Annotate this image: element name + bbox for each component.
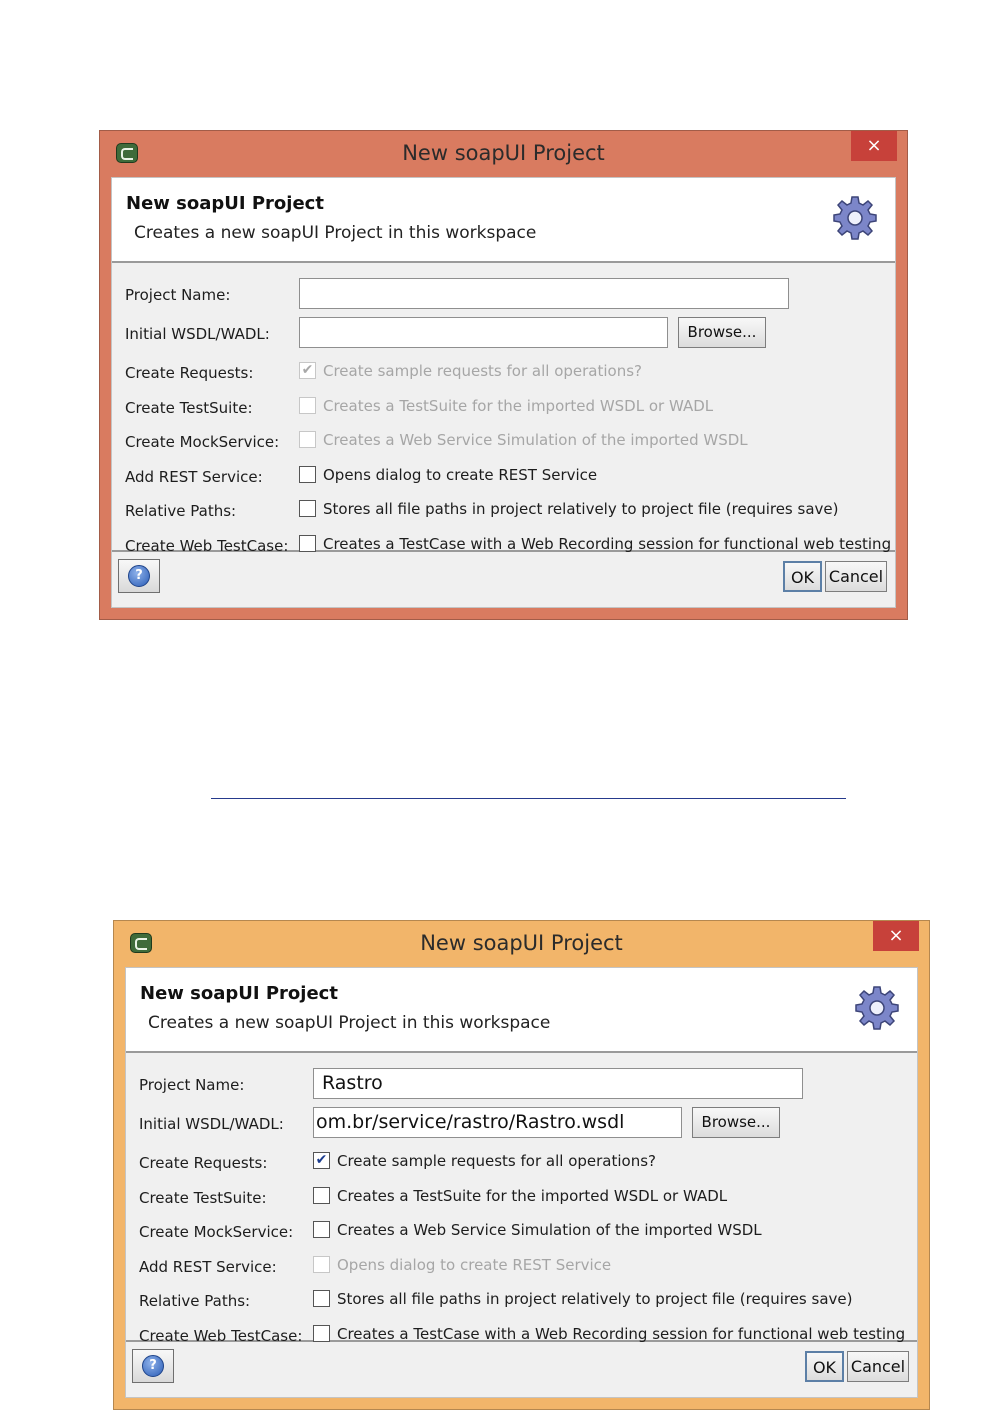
new-project-dialog-empty — [99, 130, 908, 620]
browse-button[interactable]: Browse... — [678, 317, 766, 348]
option-description: Creates a TestCase with a Web Recording session for functional web testing — [337, 1324, 906, 1343]
help-button[interactable] — [118, 559, 160, 593]
option-row — [126, 1284, 917, 1318]
header-title: New soapUI Project — [126, 193, 324, 214]
checkmark-icon: ✔ — [301, 362, 314, 378]
wsdl-input[interactable]: om.br/service/rastro/Rastro.wsdl — [313, 1107, 682, 1138]
option-row — [112, 460, 895, 494]
project-name-label: Project Name: — [125, 286, 231, 304]
option-description: Opens dialog to create REST Service — [337, 1255, 612, 1274]
option-row — [112, 356, 895, 390]
title-bar[interactable] — [100, 131, 907, 177]
option-row — [112, 425, 895, 459]
option-label: Create MockService: — [139, 1223, 294, 1241]
option-label: Create Web TestCase: — [139, 1326, 303, 1345]
wsdl-row — [126, 1107, 917, 1141]
option-checkbox[interactable] — [313, 1325, 330, 1342]
option-description: Creates a Web Service Simulation of the imported WSDL — [337, 1221, 762, 1239]
option-label: Create TestSuite: — [139, 1188, 267, 1207]
option-checkbox — [299, 397, 316, 414]
dialog-body — [111, 177, 896, 608]
header-description: Creates a new soapUI Project in this workspace — [134, 223, 537, 243]
option-description: Creates a TestSuite for the imported WSDL or WADL — [337, 1186, 728, 1205]
project-name-row — [112, 278, 895, 312]
project-name-input[interactable] — [299, 278, 789, 309]
option-row — [112, 529, 895, 563]
option-row — [126, 1146, 917, 1180]
close-button[interactable]: × — [873, 921, 919, 951]
window-title: New soapUI Project — [420, 931, 623, 955]
dialog-header — [112, 178, 895, 263]
new-project-dialog-filled — [113, 920, 930, 1410]
option-label: Relative Paths: — [125, 502, 237, 520]
help-icon: ? — [128, 565, 150, 587]
gear-icon — [853, 984, 901, 1032]
option-description: Opens dialog to create REST Service — [323, 465, 598, 484]
ok-button[interactable]: OK — [805, 1351, 844, 1382]
option-description: Create sample requests for all operations? — [337, 1152, 656, 1170]
close-button[interactable]: × — [851, 131, 897, 161]
option-checkbox[interactable] — [299, 535, 316, 552]
option-row — [126, 1181, 917, 1215]
header-title: New soapUI Project — [140, 983, 338, 1004]
checkmark-icon: ✔ — [315, 1152, 328, 1168]
project-name-input[interactable]: Rastro — [313, 1068, 803, 1099]
option-row — [126, 1250, 917, 1284]
option-description: Create sample requests for all operations? — [323, 362, 642, 380]
option-label: Create TestSuite: — [125, 398, 253, 417]
option-checkbox — [299, 431, 316, 448]
project-name-label: Project Name: — [139, 1076, 245, 1094]
option-label: Create MockService: — [125, 433, 280, 451]
cancel-button[interactable]: Cancel — [825, 561, 887, 592]
option-label: Relative Paths: — [139, 1292, 251, 1310]
wsdl-label: Initial WSDL/WADL: — [125, 325, 270, 343]
header-description: Creates a new soapUI Project in this workspace — [148, 1013, 551, 1033]
wsdl-label: Initial WSDL/WADL: — [139, 1115, 284, 1133]
option-checkbox[interactable] — [313, 1187, 330, 1204]
option-checkbox — [299, 362, 316, 379]
cancel-button[interactable]: Cancel — [847, 1351, 909, 1382]
separator-line — [211, 798, 846, 799]
option-label: Create Requests: — [125, 364, 254, 382]
option-row — [112, 494, 895, 528]
option-label: Add REST Service: — [125, 467, 263, 486]
project-name-row — [126, 1068, 917, 1102]
option-description: Creates a TestSuite for the imported WSDL or WADL — [323, 396, 714, 415]
window-title: New soapUI Project — [402, 141, 605, 165]
option-row — [112, 391, 895, 425]
help-icon: ? — [142, 1355, 164, 1377]
dialog-header — [126, 968, 917, 1053]
option-checkbox — [313, 1256, 330, 1273]
help-button[interactable] — [132, 1349, 174, 1383]
option-row — [126, 1319, 917, 1353]
title-bar[interactable] — [114, 921, 929, 967]
ok-button[interactable]: OK — [783, 561, 822, 592]
option-checkbox[interactable] — [313, 1152, 330, 1169]
option-description: Stores all file paths in project relatively to project file (requires save) — [337, 1290, 853, 1308]
option-description: Creates a TestCase with a Web Recording session for functional web testing — [323, 534, 892, 553]
option-description: Stores all file paths in project relatively to project file (requires save) — [323, 500, 839, 518]
option-label: Add REST Service: — [139, 1257, 277, 1276]
option-label: Create Web TestCase: — [125, 536, 289, 555]
dialog-body — [125, 967, 918, 1398]
wsdl-input[interactable] — [299, 317, 668, 348]
option-checkbox[interactable] — [313, 1290, 330, 1307]
option-checkbox[interactable] — [299, 466, 316, 483]
option-checkbox[interactable] — [313, 1221, 330, 1238]
browse-button[interactable]: Browse... — [692, 1107, 780, 1138]
option-label: Create Requests: — [139, 1154, 268, 1172]
option-row — [126, 1215, 917, 1249]
gear-icon — [831, 194, 879, 242]
wsdl-row — [112, 317, 895, 351]
option-description: Creates a Web Service Simulation of the imported WSDL — [323, 431, 748, 449]
option-checkbox[interactable] — [299, 500, 316, 517]
